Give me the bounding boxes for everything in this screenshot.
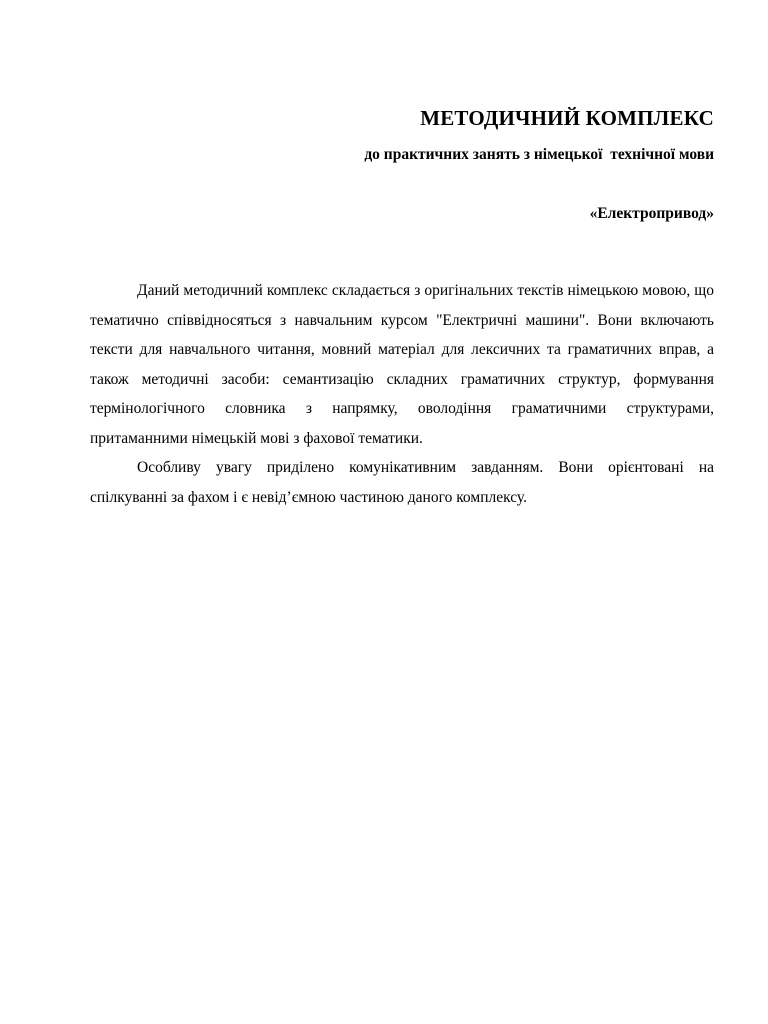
document-title: МЕТОДИЧНИЙ КОМПЛЕКС [420, 106, 714, 130]
paragraph: Особливу увагу приділено комунікативним завданням. Вони орієнтовані на спілкуванні за фахом і є невід’ємною частиною даного комплексу. [90, 459, 714, 506]
body-text [90, 276, 714, 512]
paragraph: Даний методичний комплекс складається з оригінальних текстів німецькою мовою, що тематично співвідносяться з навчальним курсом "Електричні машини". Вони включають тексти для навчального читання, мовний матеріал для лексичних та граматичних вправ, а також методичні засоби: семантизацію складних граматичних структур, формування термінологічного словника з напрямку, оволодіння граматичними структурами, притаманними німецькій мові з фахової тематики. [90, 282, 714, 447]
document-subtitle: до практичних занять з німецької технічної мови [364, 146, 714, 163]
course-name: «Електропривод» [589, 205, 714, 222]
